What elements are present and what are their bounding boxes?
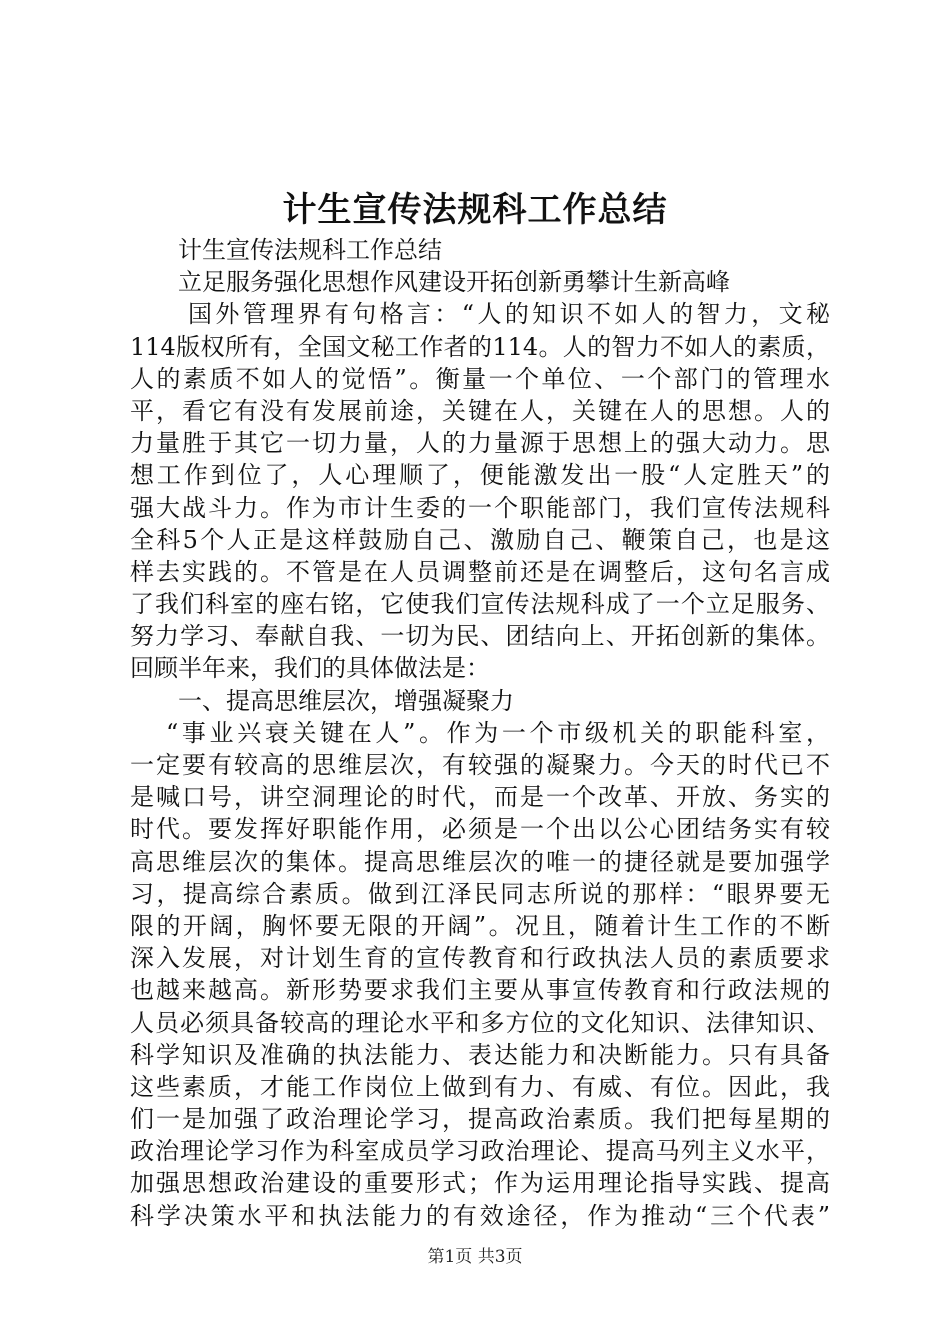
paragraph-line: 政治理论学习作为科室成员学习政治理论、提高马列主义水平， <box>130 1137 830 1166</box>
paragraph-line: 科学决策水平和执法能力的有效途径，作为推动“三个代表” <box>130 1201 830 1230</box>
paragraph-line: 时代。要发挥好职能作用，必须是一个出以公心团结务实有较 <box>130 815 830 844</box>
paragraph-line: 们一是加强了政治理论学习，提高政治素质。我们把每星期的 <box>130 1105 830 1134</box>
paragraph-line: 加强思想政治建设的重要形式；作为运用理论指导实践、提高 <box>130 1169 830 1198</box>
paragraph-line: 深入发展，对计划生育的宣传教育和行政执法人员的素质要求 <box>130 944 830 973</box>
paragraph-line: 力量胜于其它一切力量，人的力量源于思想上的强大动力。思 <box>130 429 830 458</box>
paragraph-line: 回顾半年来，我们的具体做法是： <box>130 654 490 683</box>
paragraph-line: 科学知识及准确的执法能力、表达能力和决断能力。只有具备 <box>130 1040 830 1069</box>
document-title: 计生宣传法规科工作总结 <box>282 190 668 230</box>
document-body <box>130 234 830 1232</box>
paragraph-line: “事业兴衰关键在人”。作为一个市级机关的职能科室， <box>166 718 830 747</box>
subtitle-line: 计生宣传法规科工作总结 <box>178 236 442 264</box>
paragraph-line: 国外管理界有句格言：“人的知识不如人的智力，文秘 <box>188 300 830 329</box>
paragraph-line: 想工作到位了，人心理顺了，便能激发出一股“人定胜天”的 <box>130 461 830 490</box>
paragraph-line: 强大战斗力。作为市计生委的一个职能部门，我们宣传法规科 <box>130 493 830 522</box>
paragraph-line: 了我们科室的座右铭，它使我们宣传法规科成了一个立足服务、 <box>130 590 830 619</box>
paragraph-line: 全科5个人正是这样鼓励自己、激励自己、鞭策自己，也是这 <box>130 525 830 554</box>
paragraph-line: 习，提高综合素质。做到江泽民同志所说的那样：“眼界要无 <box>130 879 830 908</box>
page-footer: 第1页 共3页 <box>427 1247 523 1267</box>
paragraph-line: 努力学习、奉献自我、一切为民、团结向上、开拓创新的集体。 <box>130 622 830 651</box>
paragraph-line: 平，看它有没有发展前途，关键在人，关键在人的思想。人的 <box>130 396 830 425</box>
subtitle-line: 立足服务强化思想作风建设开拓创新勇攀计生新高峰 <box>178 268 730 297</box>
paragraph-line: 也越来越高。新形势要求我们主要从事宣传教育和行政法规的 <box>130 976 830 1005</box>
paragraph-line: 这些素质，才能工作岗位上做到有力、有威、有位。因此，我 <box>130 1072 830 1101</box>
paragraph-line: 114版权所有，全国文秘工作者的114。人的智力不如人的素质， <box>130 332 830 361</box>
paragraph-line: 人员必须具备较高的理论水平和多方位的文化知识、法律知识、 <box>130 1008 830 1037</box>
paragraph-line: 限的开阔，胸怀要无限的开阔”。况且，随着计生工作的不断 <box>130 911 830 940</box>
paragraph-line: 是喊口号，讲空洞理论的时代，而是一个改革、开放、务实的 <box>130 783 830 812</box>
paragraph-line: 样去实践的。不管是在人员调整前还是在调整后，这句名言成 <box>130 557 830 586</box>
paragraph-line: 高思维层次的集体。提高思维层次的唯一的捷径就是要加强学 <box>130 847 830 876</box>
paragraph-line: 一定要有较高的思维层次，有较强的凝聚力。今天的时代已不 <box>130 751 830 779</box>
section-heading: 一、提高思维层次，增强凝聚力 <box>178 686 514 715</box>
paragraph-line: 人的素质不如人的觉悟”。衡量一个单位、一个部门的管理水 <box>130 364 830 393</box>
